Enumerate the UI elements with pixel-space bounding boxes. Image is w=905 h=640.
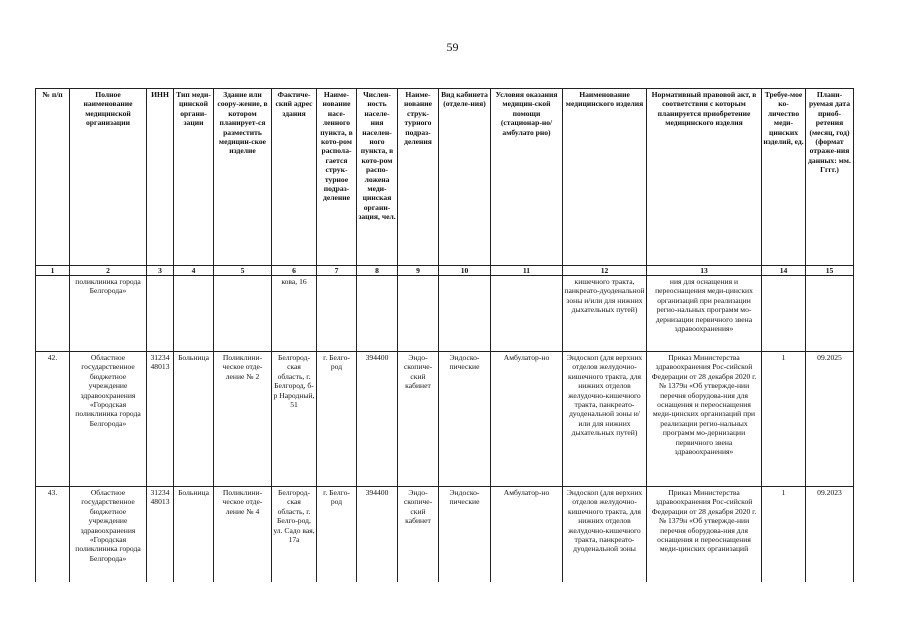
page-number: 59 — [446, 40, 459, 54]
header-cell: Здание или соору-жение, в котором планирует-ся разместить медицин-ское изделие — [214, 89, 272, 266]
table-cell: Белгород-ская область, г. Белгород, б-р Народный, 51 — [272, 352, 317, 487]
table-cell: Белгород-ская область, г. Белго-род, ул. Садо вая, 17а — [272, 487, 317, 583]
table-cell: Эндоскоп (для верхних отделов желудочно-кишечного тракта, для нижних отделов желудочно-кишечного тракта, панкреато-дуоденальной зоны — [563, 487, 647, 583]
table-cell: 31234 48013 — [147, 352, 174, 487]
header-cell: Вид кабинета (отделе-ния) — [439, 89, 491, 266]
table-cell: г. Белго-род — [317, 352, 357, 487]
column-number: 5 — [214, 266, 272, 276]
table-cell: кишечного тракта, панкреато-дуоденальной зоны и/или для нижних дыхательных путей) — [563, 276, 647, 352]
table-cell — [357, 276, 398, 352]
table-cell — [174, 276, 214, 352]
header-cell: Полное наименование медицинской организации — [70, 89, 147, 266]
table-cell: 31234 48013 — [147, 487, 174, 583]
header-cell: № п/п — [36, 89, 70, 266]
table-cell: Амбулатор-но — [491, 487, 563, 583]
table-cell: Поликлини-ческое отде-ление № 2 — [214, 352, 272, 487]
column-number: 3 — [147, 266, 174, 276]
table-cell: 43. — [36, 487, 70, 583]
table-cell: 394400 — [357, 352, 398, 487]
table-cell: 09.2023 — [806, 487, 854, 583]
table-cell: Эндоскоп (для верхних отделов желудочно-кишечного тракта, для нижних отделов желудочно-кишечного тракта, панкреато-дуоденальной зоны и/или для нижних дыхательных путей) — [563, 352, 647, 487]
table-cell — [439, 276, 491, 352]
table-cell: кова, 16 — [272, 276, 317, 352]
column-number: 2 — [70, 266, 147, 276]
header-cell: Условия оказания медицин-ской помощи (стационар-но/амбулато рно) — [491, 89, 563, 266]
header-cell: Фактиче-ский адрес здания — [272, 89, 317, 266]
column-number: 10 — [439, 266, 491, 276]
table-cell: Больница — [174, 352, 214, 487]
table-cell — [147, 276, 174, 352]
table-cell: 394400 — [357, 487, 398, 583]
table-cell — [398, 276, 439, 352]
column-number-row — [36, 266, 854, 276]
table-row — [36, 487, 854, 583]
column-number: 4 — [174, 266, 214, 276]
header-cell: Наиме-нование струк-турного подраз-деления — [398, 89, 439, 266]
table-cell: Областное государственное бюджетное учреждение здравоохранения «Городская поликлиника города Белгорода» — [70, 487, 147, 583]
table-cell: Эндо-скопиче-ский кабинет — [398, 487, 439, 583]
column-number: 9 — [398, 266, 439, 276]
table-cell: Эндоско-пические — [439, 352, 491, 487]
table-cell: 1 — [762, 487, 806, 583]
table-cell: Приказ Министерства здравоохранения Рос-сийской Федерации от 28 декабря 2020 г. № 1379н «Об утвержде-нии перечня оборудова-ния для оснащения и переоснащения меди-цинских организаций при реализации регио-нальных программ мо-дернизации первичного звена здравоохранения» — [647, 352, 762, 487]
column-number: 14 — [762, 266, 806, 276]
table-cell — [317, 276, 357, 352]
header-cell: Нормативный правовой акт, в соответствии с которым планируется приобретение медицинского изделия — [647, 89, 762, 266]
table-cell — [36, 276, 70, 352]
table-cell: поликлиника города Белгорода» — [70, 276, 147, 352]
table-cell: г. Белго-род — [317, 487, 357, 583]
header-cell: Наименование медицинского изделия — [563, 89, 647, 266]
header-cell: Наиме-нование насе-ленного пункта, в кото-ром распола-гается струк-турное подраз-деление — [317, 89, 357, 266]
table-cell — [491, 276, 563, 352]
table-cell — [806, 276, 854, 352]
table-cell: 1 — [762, 352, 806, 487]
table-cell: 09.2025 — [806, 352, 854, 487]
table-cell: Амбулатор-но — [491, 352, 563, 487]
table-header-row — [36, 89, 854, 266]
table-cell: Эндоско-пические — [439, 487, 491, 583]
column-number: 11 — [491, 266, 563, 276]
column-number: 12 — [563, 266, 647, 276]
table-row — [36, 276, 854, 352]
column-number: 8 — [357, 266, 398, 276]
table-cell: Областное государственное бюджетное учреждение здравоохранения «Городская поликлиника города Белгорода» — [70, 352, 147, 487]
equipment-table — [35, 88, 854, 582]
table-cell — [762, 276, 806, 352]
table-cell: ния для оснащения и переоснащения меди-цинских организаций при реализации регио-нальных программ мо-дернизации первичного звена здравоохранения» — [647, 276, 762, 352]
table-cell: Поликлини-ческое отде-ление № 4 — [214, 487, 272, 583]
table-row — [36, 352, 854, 487]
table-cell: Приказ Министерства здравоохранения Рос-сийской Федерации от 28 декабря 2020 г. № 1379н «Об утвержде-нии перечня оборудова-ния для оснащения и переоснащения меди-цинских организаций — [647, 487, 762, 583]
column-number: 1 — [36, 266, 70, 276]
header-cell: Тип меди-цинской органи-зации — [174, 89, 214, 266]
table-cell: 42. — [36, 352, 70, 487]
header-cell: ИНН — [147, 89, 174, 266]
column-number: 7 — [317, 266, 357, 276]
column-number: 13 — [647, 266, 762, 276]
header-cell: Числен-ность населе-ния населен-ного пункта, в кото-ром распо-ложена меди-цинская органи-зация, чел. — [357, 89, 398, 266]
table-cell — [214, 276, 272, 352]
column-number: 6 — [272, 266, 317, 276]
table-cell: Больница — [174, 487, 214, 583]
header-cell: Требуе-мое ко-личество меди-цинских изделий, ед. — [762, 89, 806, 266]
header-cell: Плани-руемая дата приоб-ретения (месяц, год) (формат отраже-ния данных: мм. Гггг.) — [806, 89, 854, 266]
column-number: 15 — [806, 266, 854, 276]
table-cell: Эндо-скопиче-ский кабинет — [398, 352, 439, 487]
